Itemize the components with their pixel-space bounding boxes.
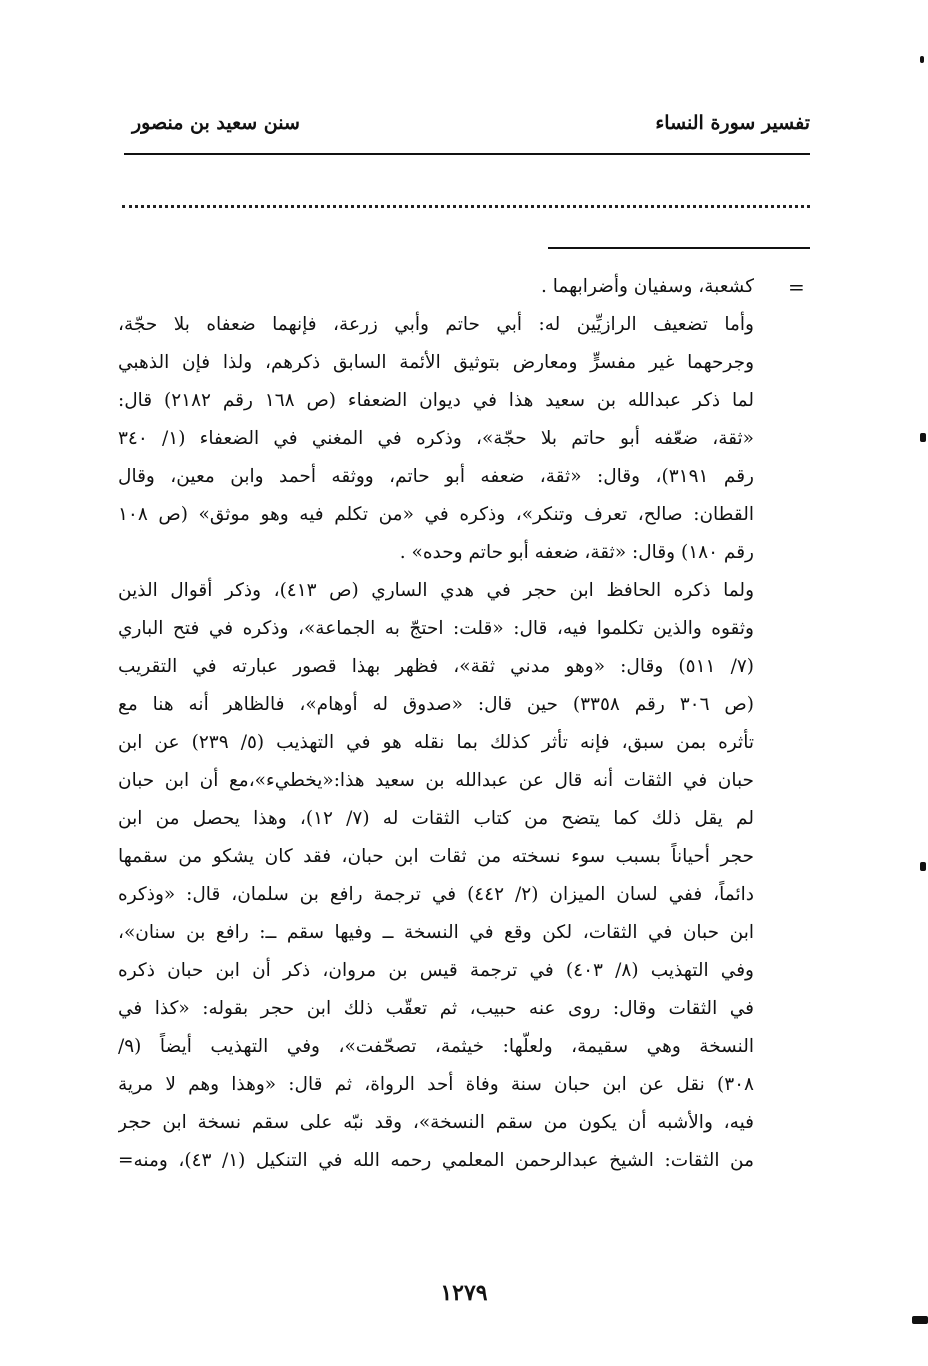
- text-line: من الثقات: الشيخ عبدالرحمن المعلمي رحمه الله في التنكيل (١/ ٤٣)، ومنه=: [118, 1150, 754, 1171]
- scan-margin-speck: [912, 1316, 928, 1324]
- footnote-text: [118, 268, 754, 1180]
- scan-margin-speck: [920, 56, 924, 63]
- text-line: رقم ١٨٠) وقال: «ثقة، ضعفه أبو حاتم وحده» .: [399, 542, 754, 563]
- text-line: لم يقل ذلك كما يتضح من كتاب الثقات له (٧/ ١٢)، وهذا يحصل من ابن: [118, 808, 754, 829]
- text-line: حجر أحياناً بسبب سوء نسخته من ثقات ابن حبان، فقد كان يشكو من سقمها: [118, 846, 754, 867]
- footnote-separator: [548, 247, 810, 249]
- text-line: ولما ذكره الحافظ ابن حجر في هدي الساري (ص ٤١٣)، وذكر أقوال الذين: [118, 580, 754, 601]
- text-line: في الثقات وقال: روى عنه حبيب، ثم تعقّب ذلك ابن حجر بقوله: «كذا في: [118, 998, 754, 1019]
- footnote-continuation-marker: =: [788, 275, 805, 299]
- text-line: ابن حبان في الثقات، لكن وقع في النسخة ــ وفيها سقم ــ: رافع بن سنان»،: [118, 922, 754, 943]
- text-line: (ص ٣٠٦ رقم ٣٣٥٨) حين قال: «صدوق له أوهام»، فالظاهر أنه هنا مع: [118, 694, 754, 715]
- book-title: سنن سعيد بن منصور: [132, 112, 300, 134]
- header-divider: [124, 153, 810, 155]
- text-line: وثقوه والذين تكلموا فيه، قال: «قلت: احتجّ به الجماعة»، وذكره في فتح الباري: [118, 618, 754, 639]
- text-line: وفي التهذيب (٨/ ٤٠٣) في ترجمة قيس بن مروان، ذكر أن ابن حبان ذكره: [118, 960, 754, 981]
- omitted-text-dotted-line: [122, 205, 810, 208]
- text-line: ٣٠٨) نقل عن ابن حبان سنة وفاة أحد الرواة، ثم قال: «وهذا وهم لا مرية: [118, 1074, 754, 1095]
- text-line: تأثره بمن سبق، فإنه تأثر كذلك بما نقله هو في التهذيب (٥/ ٢٣٩) عن ابن: [118, 732, 754, 753]
- text-line: كشعبة، وسفيان وأضرابهما .: [541, 276, 754, 297]
- text-line: وجرحهما غير مفسرٍّ ومعارض بتوثيق الأئمة السابق ذكرهم، ولذا فإن الذهبي: [118, 352, 754, 373]
- text-line: فيه، والأشبه أن يكون من سقم النسخة»، وقد نبّه على سقم نسخة ابن حجر: [118, 1112, 754, 1133]
- page-number: ١٢٧٩: [440, 1280, 488, 1306]
- text-line: القطان: صالح، تعرف وتنكر»، وذكره في «من تكلم فيه وهو موثق» (ص ١٠٨: [118, 504, 754, 525]
- scan-margin-speck: [920, 862, 926, 871]
- running-header: [124, 112, 810, 142]
- text-line: «ثقة، ضعّفه أبو حاتم بلا حجّة»، وذكره في المغني في الضعفاء (١/ ٣٤٠: [118, 428, 754, 449]
- text-line: دائماً، ففي لسان الميزان (٢/ ٤٤٢) في ترجمة رافع بن سلمان، قال: «وذكره: [118, 884, 754, 905]
- text-line: لما ذكر عبدالله بن سعيد هذا في ديوان الضعفاء (ص ١٦٨ رقم ٢١٨٢) قال:: [118, 390, 754, 411]
- text-line: رقم ٣١٩١)، وقال: «ثقة، ضعفه أبو حاتم، ووثقه أحمد وابن معين، وقال: [118, 466, 754, 487]
- scan-margin-speck: [920, 433, 926, 442]
- chapter-title: تفسير سورة النساء: [655, 112, 810, 134]
- text-line: (٧/ ٥١١) وقال: «وهو مدني ثقة»، فظهر بهذا قصور عبارته في التقريب: [118, 656, 754, 677]
- text-line: وأما تضعيف الرازيِّين له: أبي حاتم وأبي زرعة، فإنهما ضعفاه بلا حجّة،: [118, 314, 754, 335]
- text-line: حبان في الثقات أنه قال عن عبدالله بن سعيد هذا:«يخطيء»،مع أن ابن حبان: [118, 770, 754, 791]
- text-line: النسخة وهي سقيمة، ولعلّها: خيثمة، تصحّفت»، وفي التهذيب أيضاً (٩/: [118, 1036, 754, 1057]
